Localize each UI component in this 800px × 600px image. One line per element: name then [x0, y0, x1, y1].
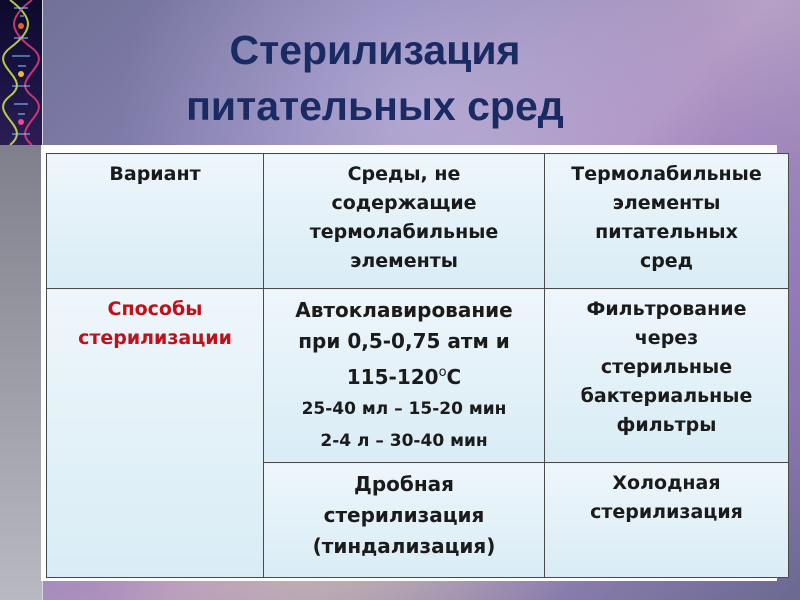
row-label-line: Способы	[107, 298, 203, 320]
header-col2-line: термолабильные	[309, 221, 499, 243]
cold-line: Холодная	[612, 472, 721, 494]
cold-line: стерилизация	[590, 501, 743, 523]
row-label-line: стерилизации	[78, 327, 232, 349]
header-col2-line: Среды, не	[347, 163, 461, 185]
filtration-line: бактериальные	[580, 385, 753, 407]
temp-unit: С	[446, 365, 462, 389]
autoclave-detail-2: 2-4 л – 30-40 мин	[320, 431, 488, 451]
header-cell-thermolabile	[545, 154, 789, 289]
autoclave-line: при 0,5-0,75 атм и	[298, 329, 510, 353]
dna-helix-icon	[0, 0, 42, 145]
cell-filtration	[545, 289, 789, 463]
cell-tyndallization	[264, 463, 545, 578]
temp-degree: o	[438, 365, 447, 380]
header-col3-line: Термолабильные	[571, 163, 762, 185]
row-label-methods	[47, 289, 264, 578]
header-variant-label: Вариант	[109, 163, 201, 185]
tyndall-line: Дробная	[354, 472, 454, 496]
cell-cold-sterilization	[545, 463, 789, 578]
filtration-line: стерильные	[600, 356, 733, 378]
slide-title	[60, 22, 690, 134]
dna-helix-image	[0, 0, 42, 145]
header-col3-line: питательных	[595, 221, 738, 243]
autoclave-line: Автоклавирование	[295, 298, 513, 322]
autoclave-temperature	[268, 357, 540, 393]
title-line-1: Стерилизация	[229, 27, 521, 73]
header-col2-line: элементы	[350, 250, 458, 272]
tyndall-line: стерилизация	[323, 503, 485, 527]
header-cell-no-thermolabile	[264, 154, 545, 289]
header-col2-line: содержащие	[331, 192, 477, 214]
autoclave-detail-1: 25-40 мл – 15-20 мин	[301, 399, 507, 419]
sterilization-table-panel	[41, 145, 777, 581]
temp-value: 115-120	[346, 365, 439, 389]
header-col3-line: элементы	[612, 192, 721, 214]
filtration-line: фильтры	[616, 414, 717, 436]
table-header-row	[47, 154, 789, 289]
filtration-line: через	[634, 327, 699, 349]
title-line-2: питательных сред	[186, 83, 564, 129]
filtration-line: Фильтрование	[586, 298, 747, 320]
header-col3-line: сред	[639, 250, 694, 272]
cell-autoclave	[264, 289, 545, 463]
sterilization-table	[46, 153, 789, 578]
tyndall-line: (тиндализация)	[312, 534, 496, 558]
header-cell-variant	[47, 154, 264, 289]
table-row-methods	[47, 289, 789, 463]
